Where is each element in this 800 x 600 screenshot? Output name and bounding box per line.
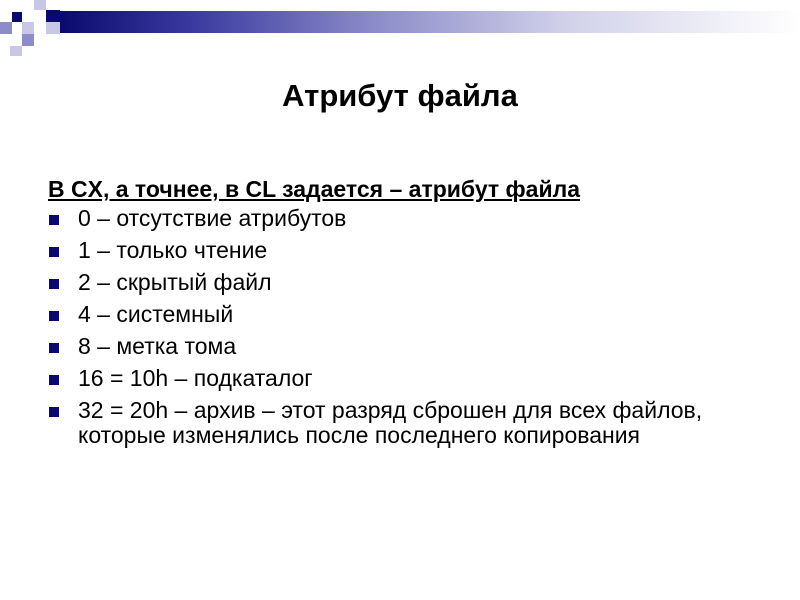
square-bullet-icon bbox=[49, 279, 59, 289]
list-item-text: 4 – системный bbox=[78, 301, 234, 327]
list-item-text: 2 – скрытый файл bbox=[78, 269, 272, 295]
list-item-text: 1 – только чтение bbox=[78, 237, 268, 263]
list-item bbox=[48, 238, 708, 263]
square-bullet-icon bbox=[49, 407, 59, 417]
attribute-list bbox=[48, 206, 708, 448]
decor-square bbox=[12, 12, 22, 22]
list-item-text: 16 = 10h – подкаталог bbox=[78, 365, 313, 391]
list-item bbox=[48, 270, 708, 295]
decor-square bbox=[10, 46, 22, 56]
square-bullet-icon bbox=[49, 375, 59, 385]
header-gradient-bar bbox=[60, 11, 800, 33]
list-item bbox=[48, 302, 708, 327]
decor-square bbox=[22, 22, 34, 34]
decor-square bbox=[0, 22, 12, 34]
content-heading: В CX, а точнее, в CL задается – атрибут файла bbox=[48, 176, 580, 202]
list-item bbox=[48, 398, 708, 448]
square-bullet-icon bbox=[49, 215, 59, 225]
decor-square bbox=[46, 22, 60, 34]
square-bullet-icon bbox=[49, 247, 59, 257]
square-bullet-icon bbox=[49, 311, 59, 321]
list-item bbox=[48, 366, 708, 391]
list-item-text: 0 – отсутствие атрибутов bbox=[78, 205, 347, 231]
slide-body bbox=[48, 174, 708, 455]
list-item-text: 8 – метка тома bbox=[78, 333, 237, 359]
decor-square bbox=[22, 34, 34, 46]
square-bullet-icon bbox=[49, 343, 59, 353]
list-item bbox=[48, 334, 708, 359]
list-item bbox=[48, 206, 708, 231]
decor-square bbox=[34, 0, 46, 10]
slide-title: Атрибут файла bbox=[282, 78, 518, 113]
list-item-text: 32 = 20h – архив – этот разряд сброшен для всех файлов, которые изменялись после последнего копирования bbox=[78, 397, 703, 448]
decor-square bbox=[46, 10, 60, 22]
